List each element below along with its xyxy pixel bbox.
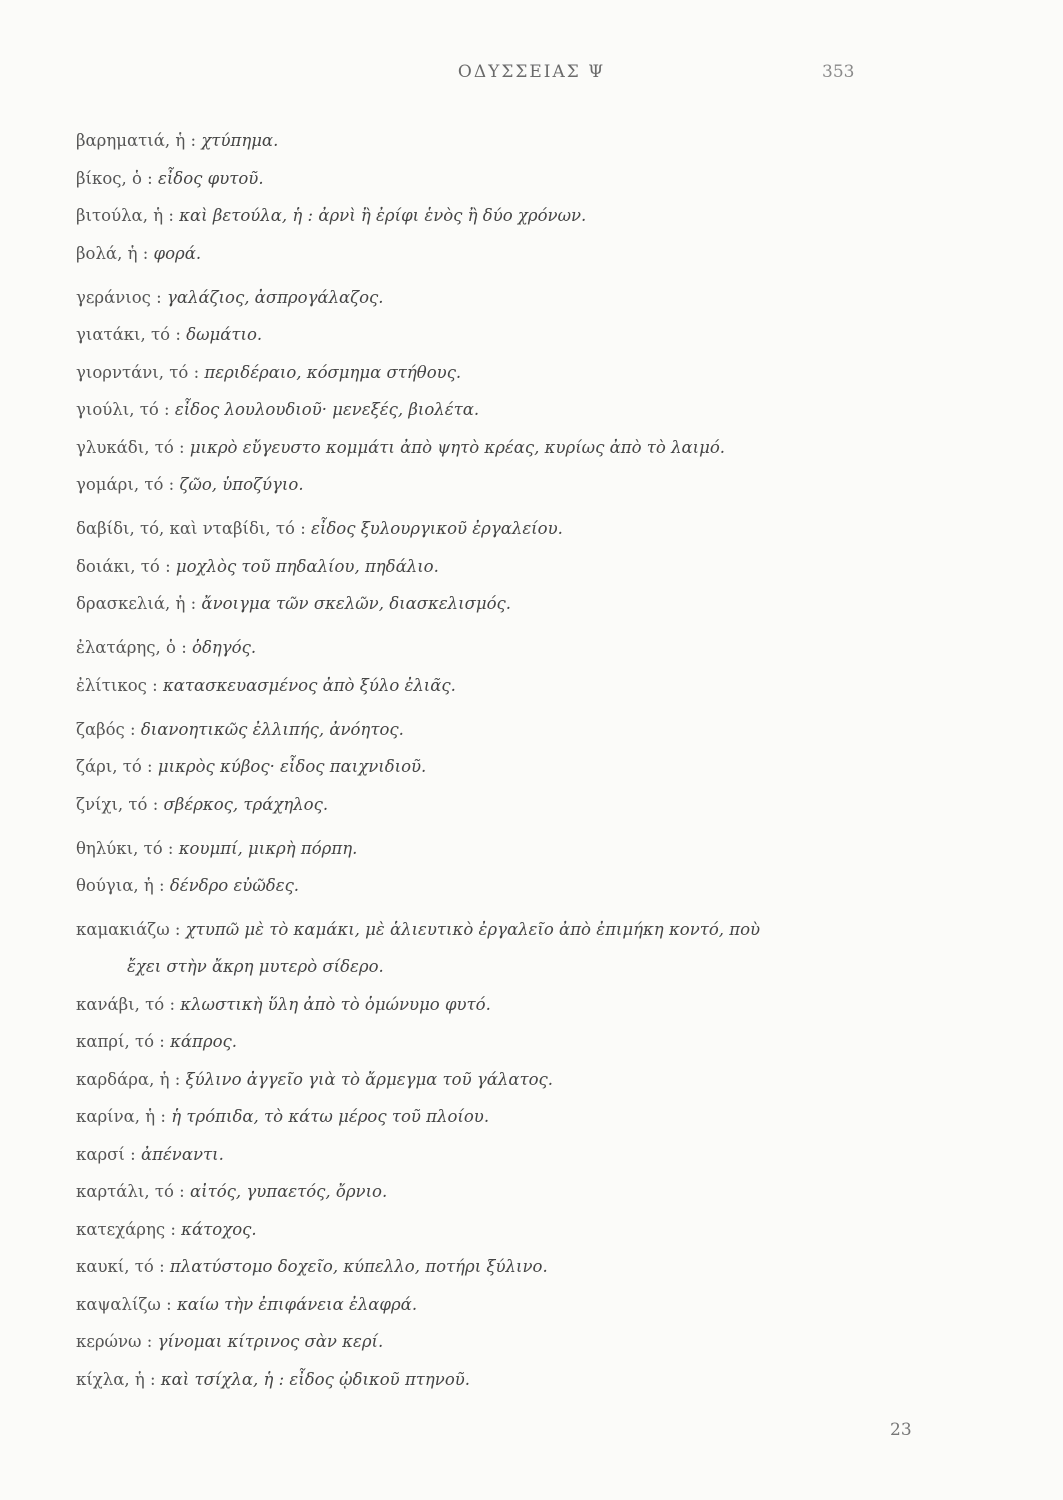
entry-separator: :: [294, 519, 312, 538]
headword: βίκος, ὁ: [76, 168, 142, 188]
definition: εἶδος φυτοῦ.: [157, 168, 264, 188]
entry-separator: :: [154, 1032, 171, 1051]
entry-separator: :: [163, 475, 180, 494]
headword: βολά, ἡ: [76, 243, 138, 263]
glossary-entry: [76, 472, 956, 498]
glossary-entry: [76, 917, 956, 980]
definition: ὁδηγός.: [192, 638, 257, 657]
glossary-entry: [76, 1217, 956, 1243]
headword: ἐλατάρης, ὁ: [76, 638, 176, 657]
headword: βιτούλα, ἡ: [76, 206, 164, 225]
headword: κατεχάρης: [76, 1219, 166, 1239]
entry-separator: :: [153, 876, 170, 895]
entry-separator: :: [169, 920, 186, 939]
definition: δωμάτιο.: [186, 325, 263, 344]
definition: ἀπέναντι.: [140, 1144, 224, 1164]
glossary-entry: [76, 1179, 956, 1205]
glossary-entry: [76, 1142, 956, 1168]
headword: κίχλα, ἡ: [76, 1369, 145, 1389]
glossary-entry: [76, 1292, 956, 1318]
headword: γλυκάδι, τό: [76, 437, 174, 457]
entry-separator: :: [162, 838, 179, 858]
headword: θηλύκι, τό: [76, 838, 163, 858]
glossary-entry: [76, 322, 956, 348]
headword: ἐλίτικος: [76, 675, 147, 695]
headword: δοιάκι, τό: [76, 556, 160, 576]
headword: καρίνα, ἡ: [76, 1107, 156, 1126]
definition: δένδρο εὐῶδες.: [169, 876, 300, 895]
entry-separator: :: [185, 131, 202, 150]
page-number: 353: [822, 62, 855, 82]
definition: αἰτός, γυπαετός, ὄρνιο.: [189, 1182, 388, 1201]
glossary-entry: [76, 591, 956, 617]
definition: κάπρος.: [170, 1032, 238, 1051]
headword: βαρηματιά, ἡ: [76, 131, 186, 150]
entry-separator: :: [144, 1369, 161, 1389]
entry-separator: :: [173, 437, 190, 457]
glossary-entry: [76, 1067, 956, 1093]
glossary-entry: [76, 1029, 956, 1055]
glossary-entry: [76, 992, 956, 1018]
headword: καρτάλι, τό: [76, 1182, 174, 1201]
entry-group: [76, 836, 956, 900]
glossary-entry: [76, 873, 956, 899]
definition: καὶ βετούλα, ἡ : ἀρνὶ ἢ ἐρίφι ἑνὸς ἢ δύο χρόνων.: [179, 206, 587, 225]
entry-separator: :: [175, 638, 193, 657]
entry-separator: :: [153, 1257, 170, 1276]
headword: καρσί: [76, 1144, 125, 1164]
glossary-entry: [76, 360, 956, 386]
headword: κερώνω: [76, 1332, 142, 1351]
entry-group: [76, 516, 956, 617]
running-header-title: ΟΔΥΣΣΕΙΑΣ Ψ: [457, 62, 606, 82]
entry-separator: :: [159, 556, 176, 576]
definition: μικρὸς κύβος· εἶδος παιχνιδιοῦ.: [157, 757, 427, 776]
definition: ξύλινο ἀγγεῖο γιὰ τὸ ἄρμεγμα τοῦ γάλατος.: [185, 1069, 554, 1089]
entry-separator: :: [150, 287, 167, 307]
definition: γίνομαι κίτρινος σὰν κερί.: [157, 1332, 384, 1351]
headword: ζάρι, τό: [76, 757, 142, 776]
glossary-entries: [76, 128, 956, 1411]
definition: μοχλὸς τοῦ πηδαλίου, πηδάλιο.: [175, 556, 439, 576]
headword: γιούλι, τό: [76, 400, 159, 419]
entry-separator: :: [124, 1144, 141, 1164]
entry-separator: :: [141, 757, 158, 776]
entry-separator: :: [169, 1069, 186, 1089]
entry-separator: :: [165, 1219, 182, 1239]
headword: ζαβός: [76, 719, 125, 739]
glossary-entry: [76, 203, 956, 229]
definition: κάτοχος.: [181, 1219, 257, 1239]
entry-separator: :: [146, 675, 163, 695]
entry-separator: :: [137, 243, 154, 263]
headword: δρασκελιά, ἡ: [76, 594, 186, 613]
entry-separator: :: [173, 1182, 190, 1201]
headword: γιατάκι, τό: [76, 325, 171, 344]
definition: κουμπί, μικρὴ πόρπη.: [178, 838, 358, 858]
glossary-entry: [76, 792, 956, 818]
definition: κατασκευασμένος ἀπὸ ξύλο ἐλιᾶς.: [162, 675, 456, 695]
headword: γεράνιος: [76, 287, 151, 307]
glossary-entry: [76, 836, 956, 862]
definition: κλωστικὴ ὕλη ἀπὸ τὸ ὁμώνυμο φυτό.: [180, 994, 491, 1014]
headword: καυκί, τό: [76, 1257, 154, 1276]
headword: καψαλίζω: [76, 1294, 161, 1314]
glossary-entry: [76, 717, 956, 743]
headword: θούγια, ἡ: [76, 876, 154, 895]
definition: μικρὸ εὔγευστο κομμάτι ἀπὸ ψητὸ κρέας, κυρίως ἀπὸ τὸ λαιμό.: [189, 437, 726, 457]
entry-separator: :: [170, 325, 187, 344]
glossary-entry: [76, 285, 956, 311]
headword: γιορντάνι, τό: [76, 362, 189, 382]
definition: χτυπῶ μὲ τὸ καμάκι, μὲ ἁλιευτικὸ ἐργαλεῖο ἀπὸ ἐπιμήκη κοντό, ποὺ: [185, 920, 761, 939]
definition: γαλάζιος, ἀσπρογάλαζος.: [167, 287, 384, 307]
definition: καὶ τσίχλα, ἡ : εἶδος ᾠδικοῦ πτηνοῦ.: [160, 1369, 471, 1389]
glossary-entry: [76, 635, 956, 661]
glossary-entry: [76, 673, 956, 699]
definition: ἡ τρόπιδα, τὸ κάτω μέρος τοῦ πλοίου.: [171, 1107, 490, 1126]
headword: καρδάρα, ἡ: [76, 1069, 170, 1089]
glossary-entry: [76, 516, 956, 542]
glossary-entry: [76, 435, 956, 461]
entry-separator: :: [141, 168, 158, 188]
definition: εἶδος ξυλουργικοῦ ἐργαλείου.: [311, 519, 563, 538]
definition: περιδέραιο, κόσμημα στήθους.: [204, 362, 462, 382]
glossary-entry: [76, 166, 956, 192]
definition: σβέρκος, τράχηλος.: [163, 794, 329, 814]
definition: πλατύστομο δοχεῖο, κύπελλο, ποτήρι ξύλινο.: [169, 1257, 548, 1276]
entry-separator: :: [188, 362, 205, 382]
signature-number: 23: [890, 1420, 912, 1440]
definition: καίω τὴν ἐπιφάνεια ἐλαφρά.: [176, 1294, 418, 1314]
entry-separator: :: [164, 994, 181, 1014]
headword: καμακιάζω: [76, 920, 170, 939]
entry-group: [76, 285, 956, 499]
definition: χτύπημα.: [201, 131, 279, 150]
entry-group: [76, 717, 956, 818]
headword: γομάρι, τό: [76, 475, 164, 494]
headword: ζνίχι, τό: [76, 794, 148, 814]
definition: φορά.: [153, 243, 202, 263]
entry-separator: :: [147, 794, 164, 814]
definition: διανοητικῶς ἐλλιπής, ἀνόητος.: [140, 719, 404, 739]
definition: ἄνοιγμα τῶν σκελῶν, διασκελισμός.: [201, 594, 512, 613]
definition: εἶδος λουλουδιοῦ· μενεξές, βιολέτα.: [174, 400, 480, 419]
entry-group: [76, 635, 956, 699]
entry-separator: :: [155, 1107, 172, 1126]
entry-separator: :: [124, 719, 141, 739]
glossary-entry: [76, 1367, 956, 1393]
entry-separator: :: [141, 1332, 158, 1351]
entry-group: [76, 128, 956, 267]
entry-group: [76, 917, 956, 1393]
glossary-entry: [76, 241, 956, 267]
glossary-entry: [76, 397, 956, 423]
headword: δαβίδι, τό, καὶ νταβίδι, τό: [76, 519, 295, 538]
entry-separator: :: [163, 206, 180, 225]
glossary-entry: [76, 1104, 956, 1130]
entry-separator: :: [158, 400, 175, 419]
headword: καπρί, τό: [76, 1032, 155, 1051]
entry-separator: :: [185, 594, 202, 613]
glossary-entry: [76, 554, 956, 580]
definition-continuation: ἔχει στὴν ἄκρη μυτερὸ σίδερο.: [127, 957, 384, 976]
definition: ζῶο, ὑποζύγιο.: [179, 475, 304, 494]
glossary-entry: [76, 754, 956, 780]
glossary-entry: [76, 1254, 956, 1280]
headword: κανάβι, τό: [76, 994, 165, 1014]
glossary-entry: [76, 128, 956, 154]
entry-separator: :: [160, 1294, 177, 1314]
glossary-entry: [76, 1329, 956, 1355]
